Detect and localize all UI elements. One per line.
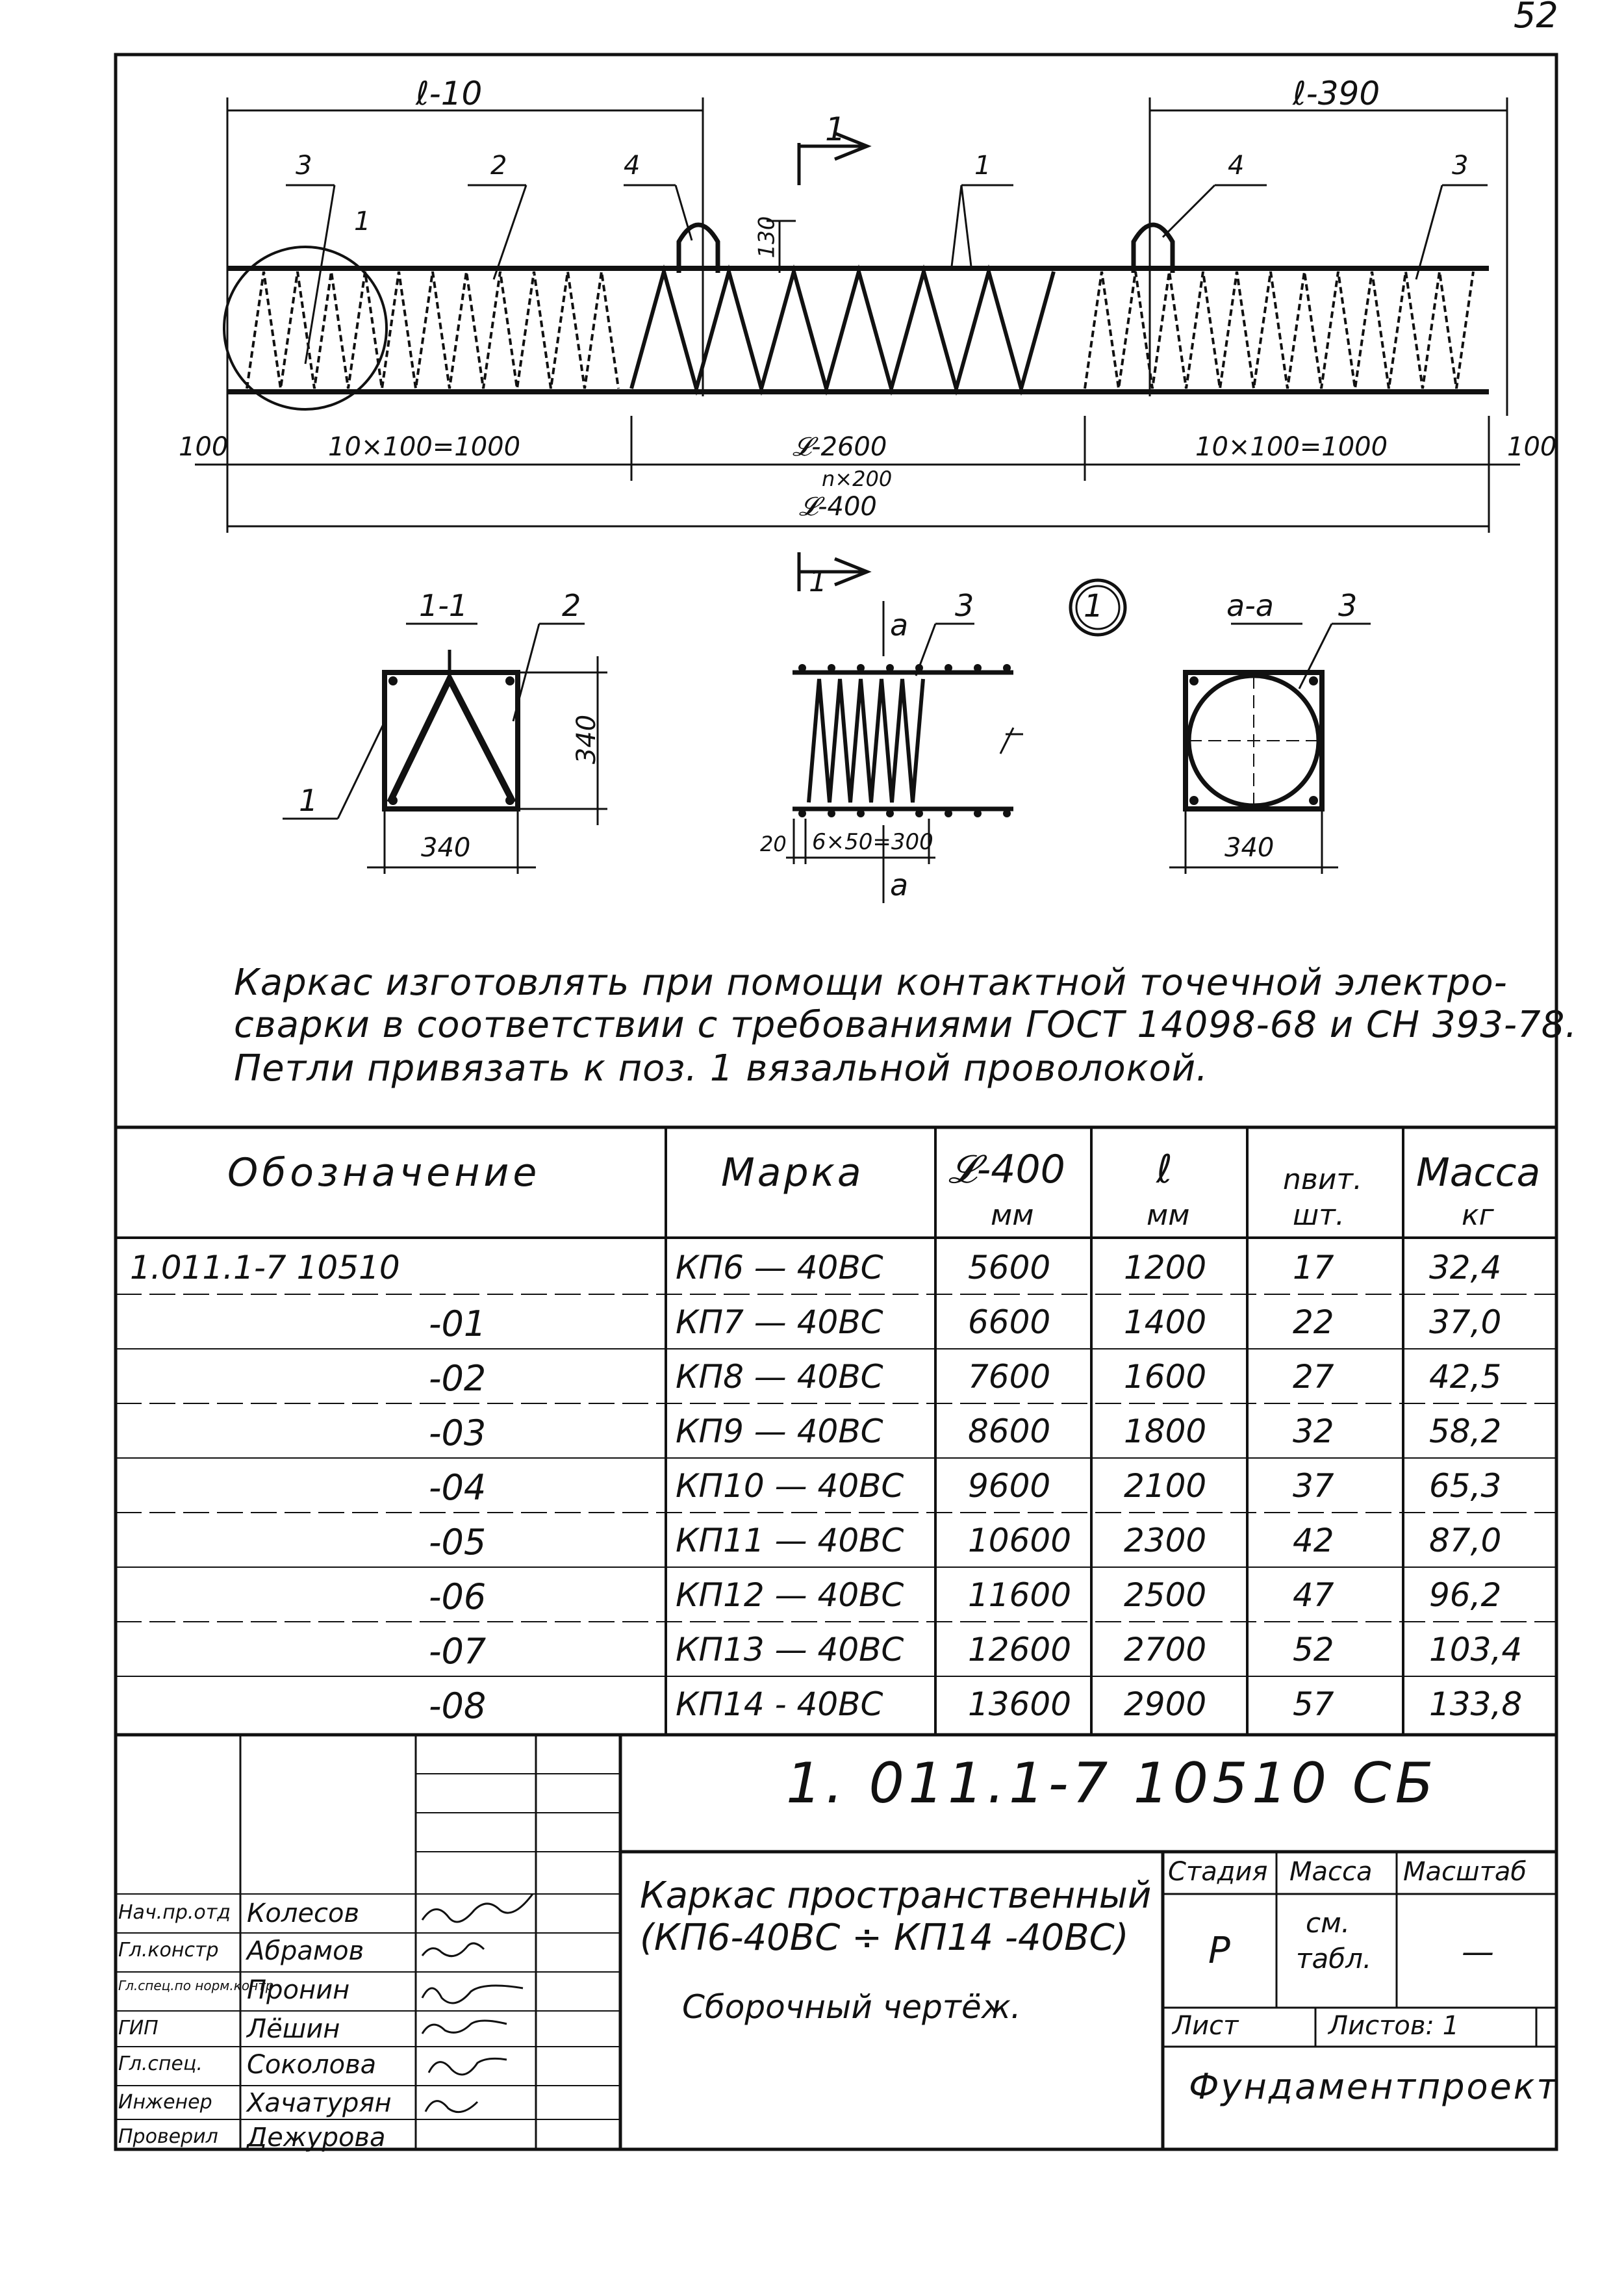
- stage-value: Р: [1208, 1930, 1230, 1972]
- dim-l-minus-390: ℓ-390: [1293, 75, 1380, 112]
- row-n: 47: [1293, 1576, 1334, 1614]
- header-designation: Обозначение: [227, 1150, 541, 1196]
- callout-4-left: 4: [624, 151, 641, 181]
- row-L400: 11600: [968, 1576, 1072, 1614]
- section-1-1-callout-2: 2: [562, 588, 581, 623]
- note-line-1: Каркас изготовлять при помощи контактной точечной электро-: [234, 962, 1508, 1004]
- node-weld-dot: [1003, 664, 1011, 672]
- node-weld-dot: [857, 810, 865, 817]
- title-line-2: (КП6-40ВС ÷ КП14 -40ВС): [640, 1917, 1129, 1959]
- dim-loop-height: 130: [754, 216, 780, 259]
- node-callout-3: 3: [955, 588, 974, 623]
- node-weld-dot: [886, 810, 894, 817]
- node-weld-dot: [974, 810, 982, 817]
- section-a-a-width: 340: [1224, 833, 1275, 863]
- node-weld-dot: [915, 664, 923, 672]
- row-mark: КП10 — 40ВС: [676, 1467, 904, 1505]
- spiral-dense-left: [247, 272, 618, 389]
- lifting-loop-left: [679, 225, 718, 273]
- mass-label: Масса: [1289, 1857, 1373, 1887]
- weld-dots: [388, 664, 1318, 817]
- row-designation: -04: [429, 1467, 487, 1508]
- row-designation: -02: [429, 1358, 487, 1399]
- node-weld-dot: [886, 664, 894, 672]
- row-mark: КП11 — 40ВС: [676, 1522, 904, 1559]
- doc-code: 1. 011.1-7 10510 СБ: [786, 1751, 1438, 1816]
- row-L400: 13600: [968, 1685, 1072, 1723]
- scale-label: Масштаб: [1403, 1857, 1527, 1887]
- spiral-dense-right: [1085, 272, 1473, 389]
- row-mark: КП12 — 40ВС: [676, 1576, 904, 1614]
- header-L400: 𝓛-400: [948, 1147, 1065, 1192]
- callout-4-right: 4: [1228, 151, 1245, 181]
- row-l: 2300: [1124, 1522, 1207, 1559]
- signature-role: Инженер: [118, 2091, 212, 2114]
- mass-value-2: табл.: [1296, 1943, 1372, 1975]
- spiral-wire: [631, 272, 1054, 389]
- section-1-1-callout-1: 1: [299, 783, 318, 818]
- signature-name: Абрамов: [247, 1936, 364, 1966]
- header-mass-unit: кг: [1462, 1199, 1494, 1232]
- signature-name: Дежурова: [247, 2123, 386, 2153]
- dim-mid-zone: 𝓛-2600: [793, 432, 887, 462]
- header-mark: Марка: [721, 1150, 864, 1196]
- section-1-1-title: 1-1: [419, 588, 468, 623]
- row-designation: -03: [429, 1413, 487, 1453]
- row-L400: 9600: [968, 1467, 1051, 1505]
- header-L400-unit: мм: [991, 1199, 1034, 1232]
- section-1-1-truss: [390, 679, 513, 802]
- row-designation: -01: [429, 1303, 487, 1344]
- node-weld-dot: [828, 810, 835, 817]
- signature-role: Гл.спец.: [118, 2052, 203, 2075]
- header-n-unit: шт.: [1293, 1199, 1345, 1232]
- signature-name: Лёшин: [247, 2014, 340, 2044]
- node-mark-a-top: a: [890, 607, 909, 643]
- signature-name: Соколова: [247, 2050, 377, 2080]
- row-designation: -08: [429, 1685, 487, 1726]
- page-number: 52: [1514, 0, 1558, 36]
- row-designation: -07: [429, 1631, 487, 1672]
- row-l: 2900: [1124, 1685, 1207, 1723]
- row-mark: КП7 — 40ВС: [676, 1303, 883, 1341]
- title-line-3: Сборочный чертёж.: [682, 1988, 1021, 2026]
- title-line-1: Каркас пространственный: [640, 1874, 1152, 1917]
- signature-name: Колесов: [247, 1899, 360, 1928]
- node-spacing-dim: 6×50=300: [812, 829, 933, 855]
- row-mark: КП6 — 40ВС: [676, 1249, 883, 1286]
- section-a-a-callout-3: 3: [1338, 588, 1358, 623]
- header-n: nвит.: [1283, 1163, 1363, 1196]
- row-mark: КП14 - 40ВС: [676, 1685, 883, 1723]
- dim-left-zone: 10×100=1000: [328, 432, 521, 462]
- signature-role: Гл.констр: [118, 1939, 219, 1962]
- section-mark-bottom: 1: [809, 565, 827, 598]
- section-1-1-square: [385, 672, 518, 809]
- row-n: 22: [1293, 1303, 1334, 1341]
- row-mass: 133,8: [1429, 1685, 1523, 1723]
- node-weld-dot: [828, 664, 835, 672]
- dim-total: 𝓛-400: [799, 492, 877, 522]
- row-L400: 8600: [968, 1413, 1051, 1450]
- scale-value: —: [1462, 1933, 1494, 1971]
- row-l: 2100: [1124, 1467, 1207, 1505]
- row-mass: 103,4: [1429, 1631, 1523, 1669]
- signature-role: Проверил: [118, 2125, 218, 2148]
- dim-edge-right: 100: [1507, 432, 1557, 462]
- callout-2: 2: [490, 151, 507, 181]
- header-l: ℓ: [1156, 1147, 1173, 1192]
- sheet-label: Лист: [1173, 2011, 1239, 2041]
- row-mass: 32,4: [1429, 1249, 1502, 1286]
- sheets-label: Листов: 1: [1328, 2011, 1460, 2041]
- callout-3-left: 3: [296, 151, 312, 181]
- row-mark: КП9 — 40ВС: [676, 1413, 883, 1450]
- row-mass: 37,0: [1429, 1303, 1502, 1341]
- row-n: 57: [1293, 1685, 1334, 1723]
- row-l: 1400: [1124, 1303, 1207, 1341]
- row-l: 2500: [1124, 1576, 1207, 1614]
- node-weld-dot: [798, 664, 806, 672]
- section-a-a-title: a-a: [1226, 588, 1274, 623]
- section-mark-top: 1: [825, 110, 846, 148]
- callout-3-right: 3: [1452, 151, 1469, 181]
- row-designation: -05: [429, 1522, 487, 1563]
- organization: Фундаментпроект: [1189, 2066, 1559, 2107]
- row-n: 37: [1293, 1467, 1334, 1505]
- row-mark: КП13 — 40ВС: [676, 1631, 904, 1669]
- row-L400: 7600: [968, 1358, 1051, 1396]
- row-n: 32: [1293, 1413, 1334, 1450]
- row-L400: 12600: [968, 1631, 1072, 1669]
- callout-1-detail: 1: [354, 207, 371, 237]
- node-mark-a-bottom: a: [890, 867, 909, 902]
- node-weld-dot: [945, 810, 952, 817]
- dim-pitch: n×200: [822, 467, 893, 491]
- node-weld-dot: [974, 664, 982, 672]
- row-n: 52: [1293, 1631, 1334, 1669]
- node-edge-dim: 20: [760, 832, 787, 856]
- signature-role: ГИП: [118, 2017, 159, 2040]
- signature-scribbles: [422, 1894, 533, 2112]
- node-mark-number: 1: [1084, 588, 1104, 624]
- signature-role: Нач.пр.отд: [118, 1901, 231, 1924]
- row-mass: 58,2: [1429, 1413, 1502, 1450]
- note-line-2: сварки в соответствии с требованиями ГОСТ 14098-68 и СН 393-78.: [234, 1004, 1578, 1046]
- section-1-1-height: 340: [572, 714, 602, 765]
- row-mass: 96,2: [1429, 1576, 1502, 1614]
- row-n: 42: [1293, 1522, 1334, 1559]
- node-spiral: [809, 679, 923, 802]
- row-designation: -06: [429, 1576, 487, 1617]
- section-1-1-width: 340: [421, 833, 471, 863]
- row-designation: 1.011.1-7 10510: [130, 1249, 400, 1286]
- node-weld-dot: [1003, 810, 1011, 817]
- node-weld-dot: [857, 664, 865, 672]
- row-n: 27: [1293, 1358, 1334, 1396]
- callout-1: 1: [974, 151, 991, 181]
- row-mark: КП8 — 40ВС: [676, 1358, 883, 1396]
- dim-edge-left: 100: [179, 432, 229, 462]
- signature-role: Гл.спец.по норм.контр: [118, 1978, 274, 1993]
- dim-l-minus-10: ℓ-10: [416, 75, 483, 112]
- node-weld-dot: [915, 810, 923, 817]
- row-L400: 6600: [968, 1303, 1051, 1341]
- row-L400: 10600: [968, 1522, 1072, 1559]
- stage-label: Стадия: [1168, 1857, 1268, 1887]
- row-l: 1800: [1124, 1413, 1207, 1450]
- mass-value-1: см.: [1306, 1907, 1351, 1939]
- dim-right-zone: 10×100=1000: [1195, 432, 1388, 462]
- row-n: 17: [1293, 1249, 1334, 1286]
- node-weld-dot: [798, 810, 806, 817]
- note-line-3: Петли привязать к поз. 1 вязальной проволокой.: [234, 1047, 1208, 1090]
- row-mass: 65,3: [1429, 1467, 1502, 1505]
- row-L400: 5600: [968, 1249, 1051, 1286]
- signature-name: Хачатурян: [247, 2088, 392, 2118]
- signature-name: Пронин: [247, 1975, 350, 2005]
- node-weld-dot: [945, 664, 952, 672]
- row-l: 2700: [1124, 1631, 1207, 1669]
- row-mass: 42,5: [1429, 1358, 1502, 1396]
- header-mass: Масса: [1416, 1150, 1541, 1196]
- sheet-frame: [116, 55, 1556, 2149]
- row-l: 1600: [1124, 1358, 1207, 1396]
- row-mass: 87,0: [1429, 1522, 1502, 1559]
- header-l-unit: мм: [1147, 1199, 1190, 1232]
- row-l: 1200: [1124, 1249, 1207, 1286]
